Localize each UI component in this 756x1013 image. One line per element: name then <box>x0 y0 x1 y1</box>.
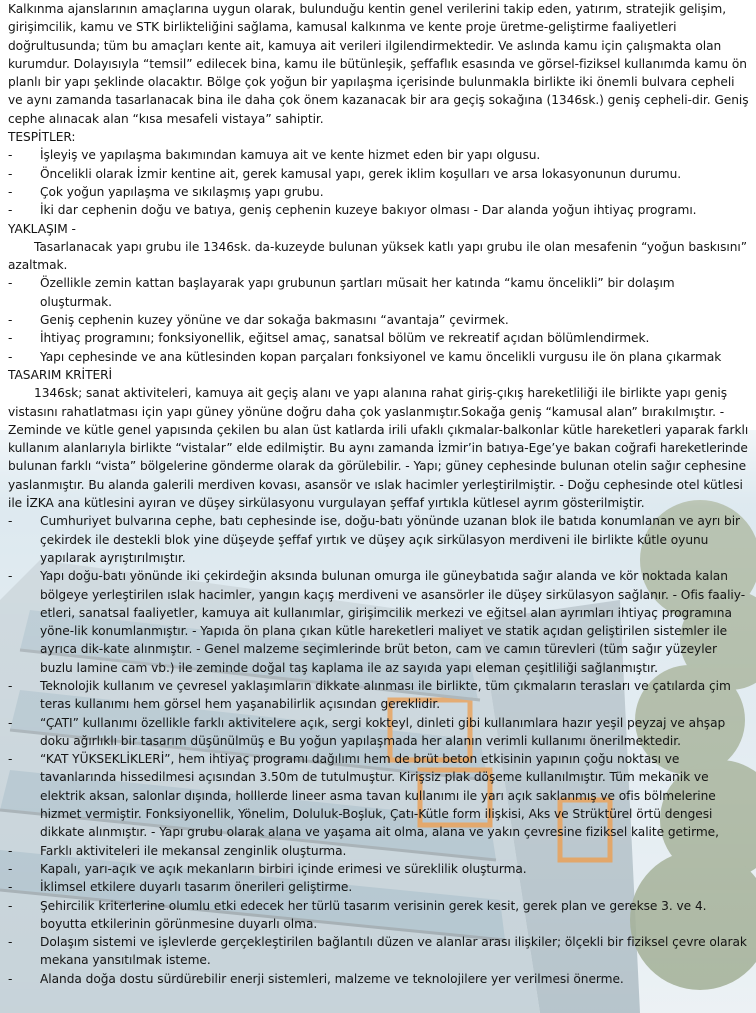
list-item: - Şehircilik kriterlerine olumlu etki edecek her türlü tasarım verisinin gerek kesit, gerek plan ve gerekse 3. ve 4. boyutta etkilerinin görünmesine duyarlı olma. <box>8 897 750 934</box>
dash: - <box>8 752 13 767</box>
list-item: - Teknolojik kullanım ve çevresel yaklaşımların dikkate alınması ile birlikte, tüm çıkmaların terasları ve çatılarda çim teras kullanımı hem görsel hem yaşanabilirlik açısından gereklidir. <box>8 677 750 714</box>
list-item: - Farklı aktiviteleri ile mekansal zenginlik oluşturma. <box>8 842 750 860</box>
dash: - <box>8 514 13 529</box>
dash: - <box>8 880 13 895</box>
list-item: - İşleyiş ve yapılaşma bakımından kamuya ait ve kente hizmet eden bir yapı olgusu. <box>8 146 750 164</box>
dash: - <box>8 184 13 199</box>
intro-paragraph: Kalkınma ajanslarının amaçlarına uygun olarak, bulunduğu kentin genel verilerini takip eden, yatırım, stratejik gelişim, girişimcilik, kamu ve STK birlikteliğini sağlama, kamusal kalkınma ve kente proje üretme-geliştirme faaliyetleri doğrultusunda; tüm bu amaçları kente ait, kamuya ait verileri ilgilendirmektedir. Ve aslında kamu için çalışmakta olan kurumdur. Dolayısıyla “temsil” edilecek bina, kamu ile bütünleşik, şeffaflık esasında ve görsel-fiziksel kullanımda kamu ön planlı bir yapı şeklinde olacaktır. Bölge çok yoğun bir yapılaşma içerisinde bulunmakla birlikte iki önemli bulvara cepheli ve aynı zamanda tasarlanacak bina ile daha çok önem kazanacak bir ara geçiş sokağına (1346sk.) geniş cepheli-dir. Geniş cephe alınacak alan “kısa mesafeli vistaya” sahiptir. <box>8 2 749 126</box>
section-title-tasarim: TASARIM KRİTERİ <box>8 367 113 382</box>
section-title-tespitler: TESPİTLER: <box>8 130 76 145</box>
dash: - <box>8 276 13 291</box>
list-item: - İhtiyaç programını; fonksiyonellik, eğitsel amaç, sanatsal bölüm ve rekreatif açıdan bölümlendirmek. <box>8 329 750 347</box>
dash: - <box>8 166 13 181</box>
dash: - <box>8 569 13 584</box>
list-item: - Geniş cephenin kuzey yönüne ve dar sokağa bakmasını “avantaja” çevirmek. <box>8 311 750 329</box>
dash: - <box>8 843 13 858</box>
paragraph: 1346sk; sanat aktiviteleri, kamuya ait geçiş alanı ve yapı alanına rahat giriş-çıkış hareketliliği ile birlikte yapı geniş vistasını rahatlatması için yapı güney yönüne doğru daha çok yaslanmıştır.Sokağa geniş “kamusal alan” bırakılmıştır. - Zeminde ve kütle genel yapısında çekilen bu alan üst katlarda irili ufaklı çıkmalar-balkonlar kütle hareketleri yaparak farklı kullanım alanlarıyla birlikte “vistalar” elde edilmiştir. Bu aynı zamanda İzmir’in batıya-Ege’ye bakan coğrafi hareketlerinde bulunan farklı “vista” bölgelerine gönderme olarak da görülebilir. - Yapı; güney cephesinde bulunan otelin sağır cephesine yaslanmıştır. Bu alanda galerili merdiven kovası, asansör ve ıslak hacimler yerleştirilmiştir. - Doğu cephesinde otel kütlesi ile İZKA ana kütlesini ayıran ve düşey sirkülasyonu vurgulayan şeffaf yırtıkla kütlesel ayrım gösterilmiştir. <box>8 386 749 511</box>
list-item: - Öncelikli olarak İzmir kentine ait, gerek kamusal yapı, gerek iklim koşulları ve arsa lokasyonunun durumu. <box>8 165 750 183</box>
list-item: - İklimsel etkilere duyarlı tasarım önerileri geliştirme. <box>8 878 750 896</box>
list-item: - Çok yoğun yapılaşma ve sıkılaşmış yapı grubu. <box>8 183 750 201</box>
dash: - <box>8 935 13 950</box>
list-item: - İki dar cephenin doğu ve batıya, geniş cephenin kuzeye bakıyor olması - Dar alanda yoğun ihtiyaç programı. <box>8 201 750 219</box>
list-item: - Yapı cephesinde ve ana kütlesinden kopan parçaları fonksiyonel ve kamu öncelikli vurgusu ile ön plana çıkarmak <box>8 348 750 366</box>
list-item: - Özellikle zemin kattan başlayarak yapı grubunun şartları müsait her katında “kamu öncelikli” bir dolaşım oluşturmak. <box>8 274 750 311</box>
list-item: - Cumhuriyet bulvarına cephe, batı cephesinde ise, doğu-batı yönünde uzanan blok ile batıda konumlanan ve ayrı bir çekirdek ile destekli blok yine düşeyde şeffaf yırtık ve düşey açık sirkülasyon merdiveni ile birlikte kütle oyunu yapılarak ayrıştırılmıştır. <box>8 512 750 567</box>
list-item: - Dolaşım sistemi ve işlevlerde gerçekleştirilen bağlantılı düzen ve alanlar arası ilişkiler; ölçekli bir fiziksel çevre olarak mekana yansıtılmak isteme. <box>8 933 750 970</box>
dash: - <box>8 313 13 328</box>
list-item: - “ÇATI” kullanımı özellikle farklı aktivitelere açık, sergi kokteyl, dinleti gibi kullanımlara hazır yeşil peyzaj ve ahşap doku ağırlıklı bir tasarım düşünülmüş e Bu yoğun yapılaşmada her alanın verimli kullanımı önerilmektedir. <box>8 714 750 751</box>
dash: - <box>8 349 13 364</box>
dash: - <box>8 203 13 218</box>
dash: - <box>8 861 13 876</box>
dash: - <box>8 678 13 693</box>
dash: - <box>8 715 13 730</box>
list-item: - “KAT YÜKSEKLİKLERİ”, hem ihtiyaç programı dağılımı hem de brüt beton etkisinin yapının çoğu noktası ve tavanlarında hissedilmesi açısından 3.50m de tutulmuştur. Kirişsiz plak döşeme kullanılmıştır. Tüm mekanik ve elektrik aksan, salonlar dışında, holllerde lineer asma tavan kullanımı ile yarı açık saklanmış ve ofis bölmelerine hizmet vermiştir. Fonksiyonellik, Yönelim, Doluluk-Boşluk, Çatı-Kütle form ilişkisi, Aks ve Strüktürel örtü dengesi dikkate alınmıştır. - Yapı grubu olarak alana ve yaşama ait olma, alana ve yakın çevresine fiziksel kalite getirme, <box>8 750 750 841</box>
section-title-yaklasim: YAKLAŞIM - <box>8 221 76 236</box>
dash: - <box>8 971 13 986</box>
document-body <box>8 0 750 988</box>
dash: - <box>8 148 13 163</box>
list-item: - Yapı doğu-batı yönünde iki çekirdeğin aksında bulunan omurga ile güneybatıda sağır alanda ve kör noktada kalan bölgeye yerleştirilen ıslak hacimler, yangın kaçış merdiveni ve asansörler ile düşey sirkülasyon sağlanır. - Ofis faaliy-etleri, sanatsal faaliyetler, kamuya ait kullanımlar, girişimcilik merkezi ve eğitsel alan ayrımları ihtiyaç programına yöne-lik konumlanmıştır. - Yapıda ön plana çıkan kütle hareketleri maliyet ve statik açıdan geliştirilen sistemler ile ayrıca dik-kate alınmıştır. - Genel malzeme seçimlerinde brüt beton, cam ve camın türevleri (tüm sağır yüzeyler buzlu lamine cam vb.) ile zeminde doğal taş kaplama ile az sayıda yapı eleman çeşitliliği sağlanmıştır. <box>8 567 750 677</box>
dash: - <box>8 898 13 913</box>
paragraph: Tasarlanacak yapı grubu ile 1346sk. da-kuzeyde bulunan yüksek katlı yapı grubu ile olan mesafenin “yoğun baskısını” azaltmak. <box>8 239 748 273</box>
list-item: - Alanda doğa dostu sürdürebilir enerji sistemleri, malzeme ve teknolojilere yer verilmesi önerme. <box>8 970 750 988</box>
list-item: - Kapalı, yarı-açık ve açık mekanların birbiri içinde erimesi ve süreklilik oluşturma. <box>8 860 750 878</box>
dash: - <box>8 331 13 346</box>
